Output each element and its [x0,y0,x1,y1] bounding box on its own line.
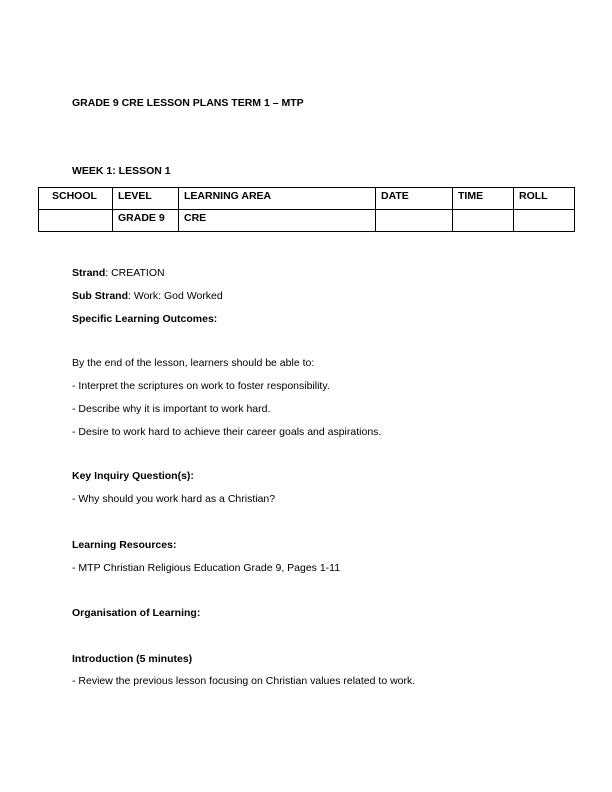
learning-resources-heading: Learning Resources: [72,539,177,551]
table-row [39,210,575,232]
cell-level: GRADE 9 [113,210,179,232]
sub-strand-value: : Work: God Worked [128,290,223,302]
header-learning-area: LEARNING AREA [179,188,376,210]
list-item: - Describe why it is important to work hard. [72,403,271,415]
list-item: - Review the previous lesson focusing on Christian values related to work. [72,675,416,687]
header-date: DATE [376,188,453,210]
header-roll: ROLL [514,188,575,210]
lesson-info-table [38,187,575,232]
key-inquiry-heading: Key Inquiry Question(s): [72,470,194,482]
list-item: - Interpret the scriptures on work to foster responsibility. [72,380,330,392]
cell-time [453,210,514,232]
list-item: - Desire to work hard to achieve their career goals and aspirations. [72,426,382,438]
cell-roll [514,210,575,232]
cell-learning-area: CRE [179,210,376,232]
document-title: GRADE 9 CRE LESSON PLANS TERM 1 – MTP [72,97,304,109]
week-lesson-heading: WEEK 1: LESSON 1 [72,165,171,177]
list-item: - Why should you work hard as a Christian? [72,493,276,505]
outcomes-intro: By the end of the lesson, learners should be able to: [72,357,315,369]
list-item: - MTP Christian Religious Education Grade 9, Pages 1-11 [72,562,341,574]
organisation-heading: Organisation of Learning: [72,607,201,619]
introduction-heading: Introduction (5 minutes) [72,653,193,665]
sub-strand-label: Sub Strand [72,290,129,302]
strand-value: : CREATION [105,267,165,279]
sub-strand-line [72,290,223,302]
header-level: LEVEL [113,188,179,210]
strand-line [72,267,165,279]
specific-outcomes-heading: Specific Learning Outcomes: [72,313,218,325]
cell-school [39,210,113,232]
table-header-row [39,188,575,210]
strand-label: Strand [72,267,106,279]
header-school: SCHOOL [39,188,113,210]
header-time: TIME [453,188,514,210]
cell-date [376,210,453,232]
